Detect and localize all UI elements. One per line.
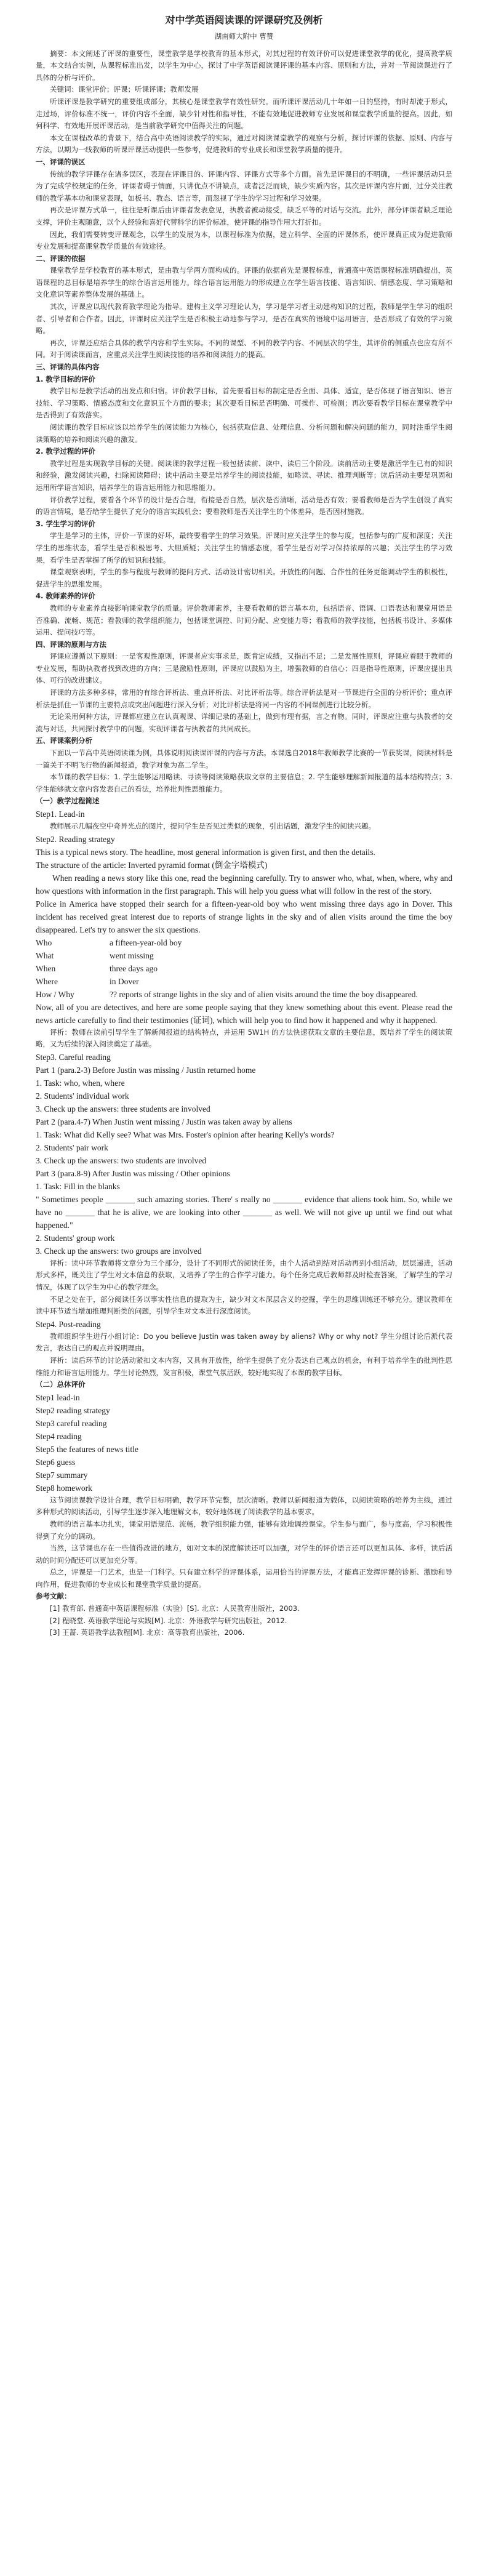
english-text: This is a typical news story. The headline, most general information is given first, and then the details. — [36, 847, 375, 857]
keywords: 关键词：课堂评价；评课；听课评课；教师发展 — [50, 85, 199, 94]
step-heading: Step2. Reading strategy — [36, 834, 115, 844]
body-paragraph: 课堂观察表明，学生的参与程度与教师的提问方式、活动设计密切相关。开放性的问题、合作性的任务更能调动学生的积极性，促进学生的思维发展。 — [36, 568, 452, 588]
table-cell: in Dover — [110, 976, 139, 986]
subsection-heading: 1. 教学目标的评价 — [36, 374, 95, 383]
english-text: 3. Check up the answers: two students are involved — [36, 1155, 207, 1165]
body-paragraph: 学生是学习的主体，评价一节课的好坏，最终要看学生的学习效果。评课时应关注学生的参与度，包括参与的广度和深度；关注学生的思维状态，看学生是否积极思考、大胆质疑；关注学生的情感态度，看学生是否对学习保持浓厚的兴趣；关注学生的学习效果，看学生是否掌握了所学的知识和技能。 — [36, 531, 452, 564]
section-heading: 四、评课的原则与方法 — [36, 640, 106, 649]
body-paragraph: 教师组织学生进行小组讨论：Do you believe Justin was taken away by aliens? Why or why not? 学生分组讨论后派代表发言，表达自己的观点并说明理由。 — [36, 1331, 452, 1353]
english-text: The structure of the article: Inverted pyramid format (倒金字塔模式) — [36, 860, 268, 870]
body-paragraph: 教学过程是实现教学目标的关键。阅读课的教学过程一般包括读前、读中、读后三个阶段。读前活动主要是激活学生已有的知识和经验，激发阅读兴趣，扫除阅读障碍；读中活动主要是培养学生的阅读技能，如略读、寻读、推理判断等；读后活动主要是巩固和运用所学语言知识，培养学生的语言运用能力和思维能力。 — [36, 459, 452, 492]
subsection-heading: 4. 教师素养的评价 — [36, 592, 95, 601]
table-row — [36, 975, 452, 988]
subsection-heading: 2. 教学过程的评价 — [36, 447, 95, 456]
body-paragraph: 总之，评课是一门艺术，也是一门科学。只有建立科学的评课体系，运用恰当的评课方法，才能真正发挥评课的诊断、激励和导向作用，促进教师的专业成长和课堂教学质量的提高。 — [36, 1568, 452, 1589]
summary-item: Step7 summary — [36, 1470, 88, 1480]
body-paragraph: 下面以一节高中英语阅读课为例，具体说明阅读课评课的内容与方法。本课选自2018年教师教学比赛的一节获奖课，阅读材料是一篇关于不明飞行物的新闻报道，教学对象为高二学生。 — [36, 748, 452, 769]
step-heading: Step1. Lead-in — [36, 809, 85, 819]
section-heading: 三、评课的具体内容 — [36, 363, 100, 372]
body-paragraph: 评价教学过程，要看各个环节的设计是否合理，衔接是否自然，层次是否清晰，活动是否有效；要看教师是否为学生创设了真实的语言情境，是否给学生提供了充分的语言实践机会；要看教师是否关注学生的个体差异，是否因材施教。 — [36, 495, 452, 516]
english-text: 1. Task: What did Kelly see? What was Mrs. Foster's opinion after hearing Kelly's words? — [36, 1130, 335, 1139]
summary-item: Step4 reading — [36, 1431, 82, 1441]
table-cell: Who — [36, 937, 52, 947]
intro-paragraph: 本文在课程改革的背景下，结合高中英语阅读教学的实际，通过对阅读课堂教学的观察与分析，探讨评课的依据、原则、内容与方法，以期为一线教师的听课评课活动提供一些参考，促进教师的专业成长和课堂教学质量的提升。 — [36, 133, 452, 154]
body-paragraph: 教师的语言基本功扎实，课堂用语规范、流畅，教学组织能力强，能够有效地调控课堂。学生参与面广，参与度高，学习积极性得到了充分的调动。 — [36, 1519, 452, 1541]
table-cell: Where — [36, 976, 58, 986]
table-cell: three days ago — [110, 963, 158, 973]
english-text: Police in America have stopped their search for a fifteen-year-old boy who went missing three days ago in Dover. This incident has received great interest due to reports of strange lights in the sky and of alien visits around the time the boy disappeared. Let's try to answer the six questions. — [36, 899, 452, 934]
commentary-paragraph: 评析：教师在读前引导学生了解新闻报道的结构特点，并运用 5W1H 的方法快速获取文章的主要信息，既培养了学生的阅读策略，又为后续的深入阅读奠定了基础。 — [36, 1027, 452, 1049]
table-row — [36, 962, 452, 975]
table-cell: When — [36, 963, 56, 973]
commentary-paragraph: 评析：读后环节的讨论活动紧扣文本内容，又具有开放性，给学生提供了充分表达自己观点的机会，有利于培养学生的批判性思维能力和语言运用能力。学生讨论热烈，发言积极，课堂气氛活跃，较好地实现了本课的教学目标。 — [36, 1355, 452, 1377]
english-text: Part 2 (para.4-7) When Justin went missing / Justin was taken away by aliens — [36, 1117, 292, 1126]
body-paragraph: 无论采用何种方法，评课都应建立在认真观课、详细记录的基础上，做到有理有据，言之有物。同时，评课应注重与执教者的交流与对话，共同探讨教学中的问题，实现评课者与执教者的共同成长。 — [36, 712, 452, 733]
section-heading: 一、评课的误区 — [36, 157, 86, 166]
table-cell: What — [36, 950, 54, 960]
summary-item: Step5 the features of news title — [36, 1444, 138, 1454]
english-text: 1. Task: Fill in the blanks — [36, 1181, 120, 1191]
body-paragraph: 课堂教学是学校教育的基本形式，是由教与学两方面构成的。评课的依据首先是课程标准，普通高中英语课程标准明确提出，英语课程的总目标是培养学生的综合语言运用能力。综合语言运用能力的形成建立在学生语言技能、语言知识、情感态度、学习策略和文化意识等素养整体发展的基础上。 — [36, 266, 452, 299]
summary-item: Step2 reading strategy — [36, 1405, 110, 1415]
english-text: Part 1 (para.2-3) Before Justin was missing / Justin returned home — [36, 1065, 256, 1075]
body-paragraph: 教师展示几幅夜空中奇异光点的图片，提问学生是否见过类似的现象，引出话题，激发学生的阅读兴趣。 — [50, 822, 375, 830]
body-paragraph: 教学目标是教学活动的出发点和归宿。评价教学目标，首先要看目标的制定是否全面、具体、适宜，是否体现了语言知识、语言技能、学习策略、情感态度和文化意识五个方面的要求；其次要看目标是否明确、可操作、可检测；再次要看教学目标在课堂教学中是否得到了有效落实。 — [36, 387, 452, 420]
english-text: 2. Students' individual work — [36, 1091, 129, 1101]
body-paragraph: 其次，评课应以现代教育教学理论为指导。建构主义学习理论认为，学习是学习者主动建构知识的过程，教师是学生学习的组织者、引导者和合作者。因此，评课时应关注学生是否积极主动地参与学习，是否在真实的语境中运用语言，是否形成了有效的学习策略。 — [36, 302, 452, 335]
english-text: 3. Check up the answers: three students are involved — [36, 1104, 210, 1113]
english-text: 2. Students' group work — [36, 1233, 115, 1243]
body-paragraph: 传统的教学评课存在诸多误区，表现在评课目的、评课内容、评课方式等多个方面。首先是评课目的不明确，一些评课活动只是为了完成学校规定的任务，评课者碍于情面，只讲优点不讲缺点，或者泛泛而谈，缺少实质内容。其次是评课内容片面，过分关注教师的教学基本功和课堂表现，如板书、教态、语言等，而忽视了学生的学习过程和学习效果。 — [36, 169, 452, 203]
body-paragraph: 当然，这节课也存在一些值得改进的地方，如对文本的深度解读还可以加强，对学生的评价语言还可以更加具体、多样，读后活动的时间分配还可以更加充分等。 — [36, 1544, 452, 1565]
question-table — [36, 936, 452, 1001]
subsection-heading: （一）教学过程简述 — [36, 796, 100, 806]
intro-paragraph: 听课评课是教学研究的重要组成部分，其核心是课堂教学有效性研究。而听课评课活动几十年如一日的坚持，有时却流于形式，走过场，评价标准不统一，评价内容不全面，缺少针对性和指导性，不能有效地促进教师专业发展和课堂教学质量的提高。因此，如何科学、有效地开展评课活动，是当前教学研究中值得关注的问题。 — [36, 97, 452, 130]
commentary-paragraph: 不足之处在于，部分阅读任务以事实性信息的提取为主，缺少对文本深层含义的挖掘，学生的思维训练还不够充分。建议教师在读中环节适当增加推理判断类的问题，引导学生对文本进行深度阅读。 — [36, 1294, 452, 1316]
summary-item: Step6 guess — [36, 1457, 76, 1467]
english-text: Now, all of you are detectives, and here are some people saying that they knew something about this event. Please read the news article carefully to find their testimonies (证词), which will help you to find how it happened and why it happened. — [36, 1002, 452, 1025]
body-paragraph: 再次，评课还应结合具体的教学内容和学生实际。不同的课型、不同的教学内容、不同层次的学生，其评价的侧重点也应有所不同。对于阅读课而言，应重点关注学生阅读技能的培养和阅读能力的提高。 — [36, 338, 452, 359]
step-heading: Step4. Post-reading — [36, 1319, 101, 1329]
step-heading: Step3. Careful reading — [36, 1052, 111, 1062]
body-paragraph: 评课应遵循以下原则：一是客观性原则，评课者应实事求是，既肯定成绩，又指出不足；二是发展性原则，评课应着眼于教师的专业发展，帮助执教者找到改进的方向；三是激励性原则，评课应以鼓励为主，增强教师的自信心；四是指导性原则，评课应提出具体、可行的改进建议。 — [36, 652, 452, 685]
reference-item: [2] 程晓堂. 英语教学理论与实践[M]. 北京：外语教学与研究出版社，2012. — [50, 1616, 287, 1625]
table-row — [36, 949, 452, 962]
subsection-heading: （二）总体评价 — [36, 1380, 86, 1389]
english-text: " Sometimes people _______ such amazing stories. There' s really no _______ evidence that aliens took him. So, while we have no _______ that he is alive, we are looking into other _______ as well. We will not give up until we find out what happened." — [36, 1194, 452, 1230]
summary-item: Step3 careful reading — [36, 1418, 107, 1428]
body-paragraph: 本节课的教学目标：1. 学生能够运用略读、寻读等阅读策略获取文章的主要信息；2. 学生能够理解新闻报道的基本结构特点；3. 学生能够就文章内容发表自己的看法，培养批判性思维能力。 — [36, 772, 452, 793]
english-text: When reading a news story like this one, read the beginning carefully. Try to answer who, what, when, where, why and how questions with information in the first paragraph. This will help you guess what will follow in the rest of the story. — [36, 873, 452, 896]
english-text: 2. Students' pair work — [36, 1142, 108, 1152]
english-text: 1. Task: who, when, where — [36, 1078, 125, 1088]
table-row — [36, 988, 452, 1001]
article-author: 湖南师大附中 曹赞 — [214, 32, 274, 41]
table-cell: a fifteen-year-old boy — [110, 937, 182, 947]
reference-item: [1] 教育部. 普通高中英语课程标准（实验）[S]. 北京：人民教育出版社，2003. — [50, 1604, 300, 1613]
body-paragraph: 因此，我们需要转变评课观念，以学生的发展为本，以课程标准为依据，建立科学、全面的评课体系，使评课真正成为促进教师专业发展和提高课堂教学质量的有效途径。 — [36, 230, 452, 251]
table-cell: ?? reports of strange lights in the sky and of alien visits around the time the boy disappeared. — [110, 989, 418, 999]
body-paragraph: 教师的专业素养直接影响课堂教学的质量。评价教师素养，主要看教师的语言基本功，包括语音、语调、口语表达和课堂用语是否准确、流畅、规范；看教师的教学组织能力，包括课堂调控、时间分配、应变能力等；看教师的教学技能，包括板书设计、多媒体运用、提问技巧等。 — [36, 603, 452, 637]
english-text: 3. Check up the answers: two groups are involved — [36, 1246, 202, 1256]
english-text: Part 3 (para.8-9) After Justin was missing / Other opinions — [36, 1168, 230, 1178]
article-title: 对中学英语阅读课的评课研究及例析 — [165, 14, 323, 26]
subsection-heading: 3. 学生学习的评价 — [36, 519, 95, 528]
summary-item: Step8 homework — [36, 1483, 92, 1493]
section-heading: 二、评课的依据 — [36, 254, 86, 263]
reference-item: [3] 王蔷. 英语教学法教程[M]. 北京：高等教育出版社，2006. — [50, 1628, 245, 1637]
section-heading: 五、评课案例分析 — [36, 736, 92, 745]
references-heading: 参考文献： — [36, 1592, 71, 1601]
body-paragraph: 评课的方法多种多样，常用的有综合评析法、重点评析法、对比评析法等。综合评析法是对一节课进行全面的分析评价；重点评析法是抓住一节课的主要特点或突出问题进行深入分析；对比评析法是将同一内容的不同课例进行比较分析。 — [36, 688, 452, 709]
commentary-paragraph: 评析：读中环节教师将文章分为三个部分，设计了不同形式的阅读任务，由个人活动到结对活动再到小组活动，层层递进，活动形式多样，既关注了学生对文本信息的获取，又培养了学生的合作学习能力。每个任务完成后教师都及时检查答案，了解学生的学习情况，体现了以学生为中心的教学理念。 — [36, 1258, 452, 1291]
table-row — [36, 936, 452, 949]
table-cell: went missing — [110, 950, 154, 960]
table-cell: How / Why — [36, 989, 74, 999]
abstract: 摘要：本文阐述了评课的重要性，课堂教学是学校教育的基本形式，对其过程的有效评价可以促进课堂教学的优化，提高教学质量，本文结合实例，从课程标准出发，以学生为中心，探讨了中学英语阅读课评课的基本内容、原则和方法，并对一节阅读课进行了具体的分析与评价。 — [36, 49, 452, 82]
body-paragraph: 阅读课的教学目标应该以培养学生的阅读能力为核心，包括获取信息、处理信息、分析问题和解决问题的能力，同时注重学生阅读策略的培养和阅读兴趣的激发。 — [36, 423, 452, 444]
summary-item: Step1 lead-in — [36, 1392, 80, 1402]
body-paragraph: 这节阅读课教学设计合理，教学目标明确，教学环节完整，层次清晰。教师以新闻报道为载体，以阅读策略的培养为主线，通过多种形式的阅读活动，引导学生逐步深入地理解文本，较好地体现了阅读教学的基本要求。 — [36, 1495, 452, 1517]
body-paragraph: 再次是评课方式单一，往往是听课后由评课者发表意见，执教者被动接受，缺乏平等的对话与交流。此外，部分评课者缺乏理论支撑，评价主观随意，以个人经验和喜好代替科学的评价标准，使评课的指导作用大打折扣。 — [36, 206, 452, 227]
